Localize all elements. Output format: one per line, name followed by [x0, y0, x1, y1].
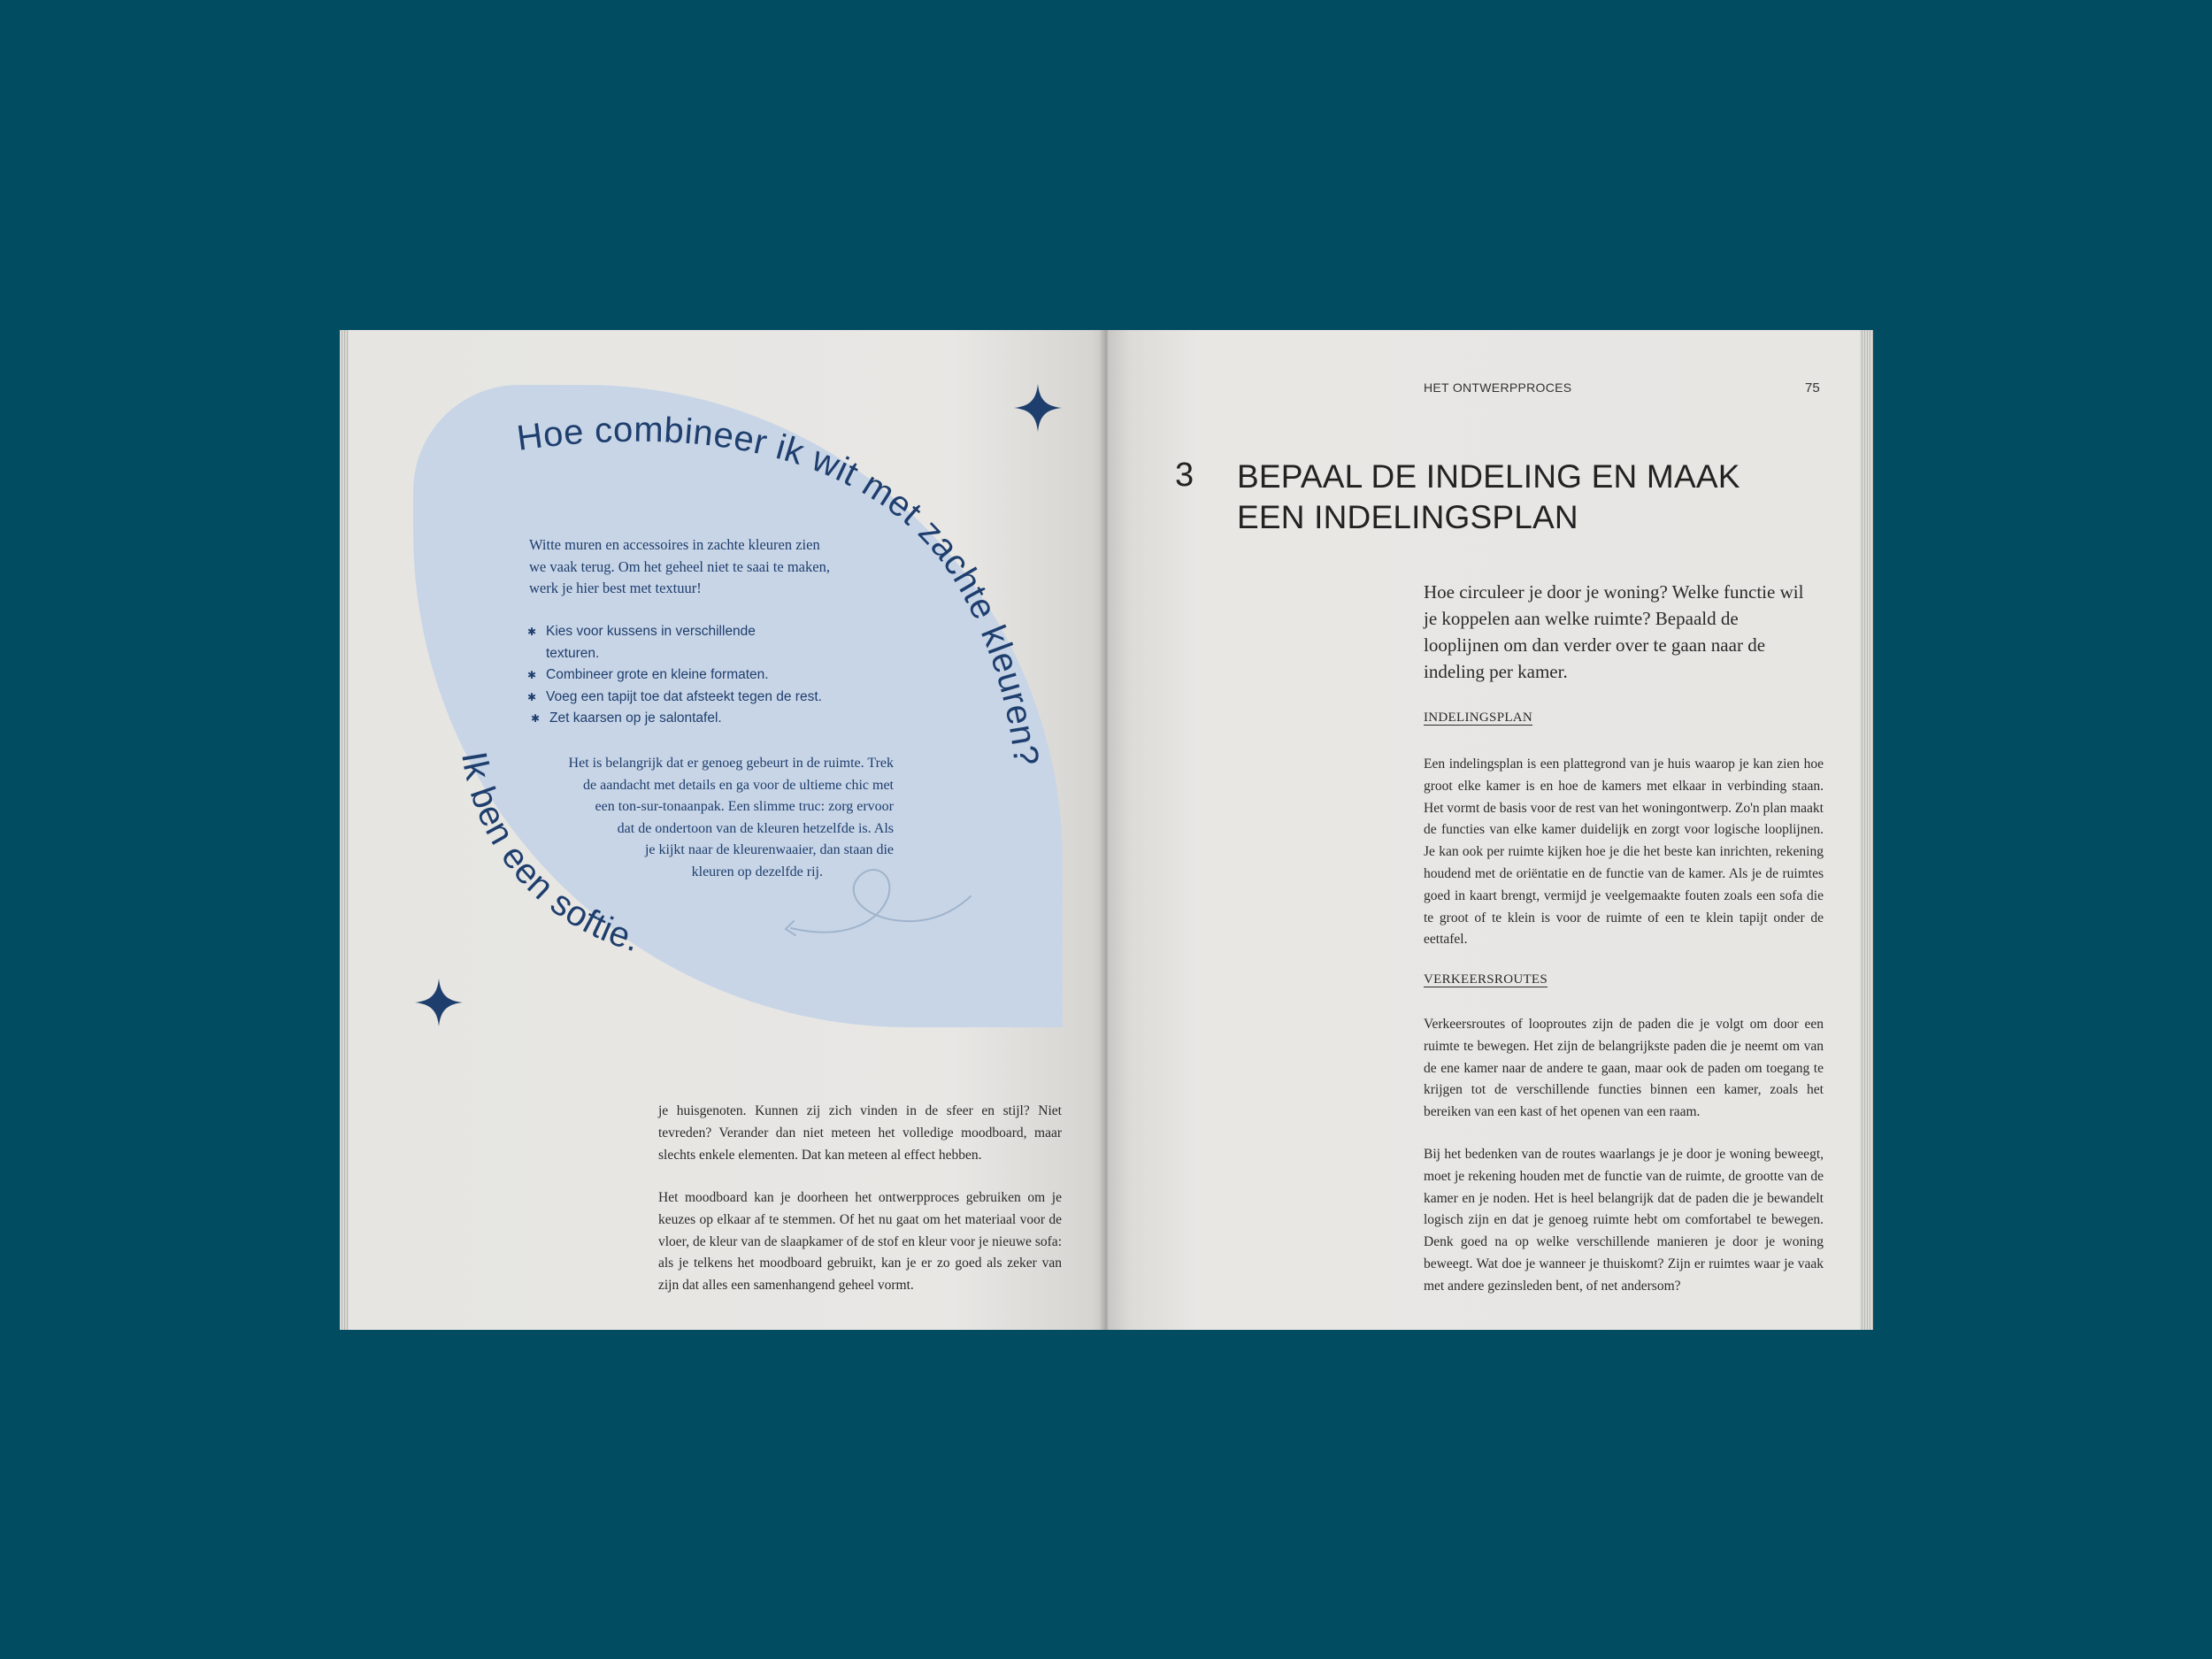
running-head: HET ONTWERPPROCES [1424, 380, 1572, 395]
arc-title-text: Hoe combineer ik wit met zachte kleuren? [514, 410, 1046, 768]
tip-line: de aandacht met details en ga voor de ultieme chic met [583, 777, 894, 793]
tip-line: een ton-sur-tonaanpak. Een slimme truc: zorg ervoor [595, 799, 894, 814]
tip-line: dat de ondertoon van de kleuren hetzelfde is. Als [617, 820, 894, 836]
chapter-title-line: BEPAAL DE INDELING EN MAAK [1237, 458, 1740, 495]
tip-line: Het is belangrijk dat er genoeg gebeurt in de ruimte. Trek [568, 756, 894, 771]
intro-line: we vaak terug. Om het geheel niet te saai te maken, [529, 557, 830, 575]
section-heading: VERKEERSROUTES [1424, 972, 1548, 987]
arc-subtitle-text: Ik ben een softie. [454, 749, 645, 960]
sparkle-star-icon [1014, 384, 1062, 432]
chapter-title [1237, 457, 1740, 538]
list-item: ✱ Zet kaarsen op je salontafel. [531, 708, 822, 730]
left-page [349, 330, 1106, 1330]
body-paragraph: Verkeersroutes of looproutes zijn de paden die je volgt om door een ruimte te bewegen. Het zijn de belangrijkste paden die je neemt om van de ene kamer naar de andere te gaan, maar ook de paden om toegang te krijgen tot de verschillende functies binnen een kamer, zoals het bereiken van een kast of het openen van een raam. [1424, 1017, 1824, 1120]
list-item: ✱ Kies voor kussens in verschillende [527, 621, 822, 643]
bubble-tip [522, 753, 894, 883]
tip-line: kleuren op dezelfde rij. [691, 864, 823, 879]
list-item-continued: texturen. [546, 645, 600, 661]
right-page-edge [1860, 330, 1873, 1330]
list-item: ✱ Combineer grote en kleine formaten. [527, 664, 822, 687]
section-heading: INDELINGSPLAN [1424, 710, 1533, 725]
body-paragraph: Het moodboard kan je doorheen het ontwerpproces gebruiken om je keuzes op elkaar af te stemmen. Of het nu gaat om het materiaal voor de vloer, de kleur van de slaapkamer of de stof en kleur voor je nieuwe sofa: als je telkens het moodboard gebruikt, kan je er zo goed als zeker van zijn dat alles een samenhangend geheel vormt. [658, 1190, 1062, 1294]
sparkle-star-icon [415, 979, 463, 1026]
list-item: ✱ Voeg een tapijt toe dat afsteekt tegen de rest. [527, 687, 822, 709]
chapter-intro: Hoe circuleer je door je woning? Welke functie wil je koppelen aan welke ruimte? Bepaald de looplijnen om dan verder over te gaan naar de indeling per kamer. [1424, 581, 1804, 682]
chapter-title-line: EEN INDELINGSPLAN [1237, 499, 1578, 535]
intro-line: Witte muren en accessoires in zachte kleuren zien [529, 536, 820, 553]
tips-list [527, 621, 822, 730]
bubble-intro [529, 534, 883, 600]
chapter-number: 3 [1175, 457, 1194, 494]
tip-line: je kijkt naar de kleurenwaaier, dan staan die [644, 842, 894, 857]
intro-line: werk je hier best met textuur! [529, 580, 702, 596]
body-paragraph: je huisgenoten. Kunnen zij zich vinden in de sfeer en stijl? Niet tevreden? Verander dan niet meteen het volledige moodboard, maar slechts enkele elementen. Dat kan meteen al effect hebben. [658, 1103, 1062, 1163]
body-paragraph: Bij het bedenken van de routes waarlangs je je door je woning beweegt, moet je rekening houden met de functie van de ruimte, de grootte van de kamer en je noden. Het is heel belangrijk dat de paden die je bewandelt logisch zijn en dat je genoeg ruimte hebt om comfortabel te bewegen. Denk goed na op welke verschillende manieren je door je woning beweegt. Wat doe je wanneer je thuiskomt? Zijn er ruimtes waar je vaak met andere gezinsleden bent, of net andersom? [1424, 1147, 1824, 1294]
page-number: 75 [1805, 380, 1820, 396]
body-paragraph: Een indelingsplan is een plattegrond van je huis waarop je kan zien hoe groot elke kamer is en hoe de kamers met elkaar in verbinding staan. Het vormt de basis voor de rest van het woningontwerp. Zo'n plan maakt de functies van elke kamer duidelijk en zorgt voor logische looplijnen. Je kan ook per ruimte kijken hoe je die het beste kan inrichten, rekening houdend met de oriëntatie en de functie van de kamer. Als je de ruimtes goed in kaart brengt, vermijd je veelgemaakte fouten zoals een sofa die te groot of te klein is voor de ruimte of een te klein tapijt onder de eettafel. [1424, 757, 1824, 948]
